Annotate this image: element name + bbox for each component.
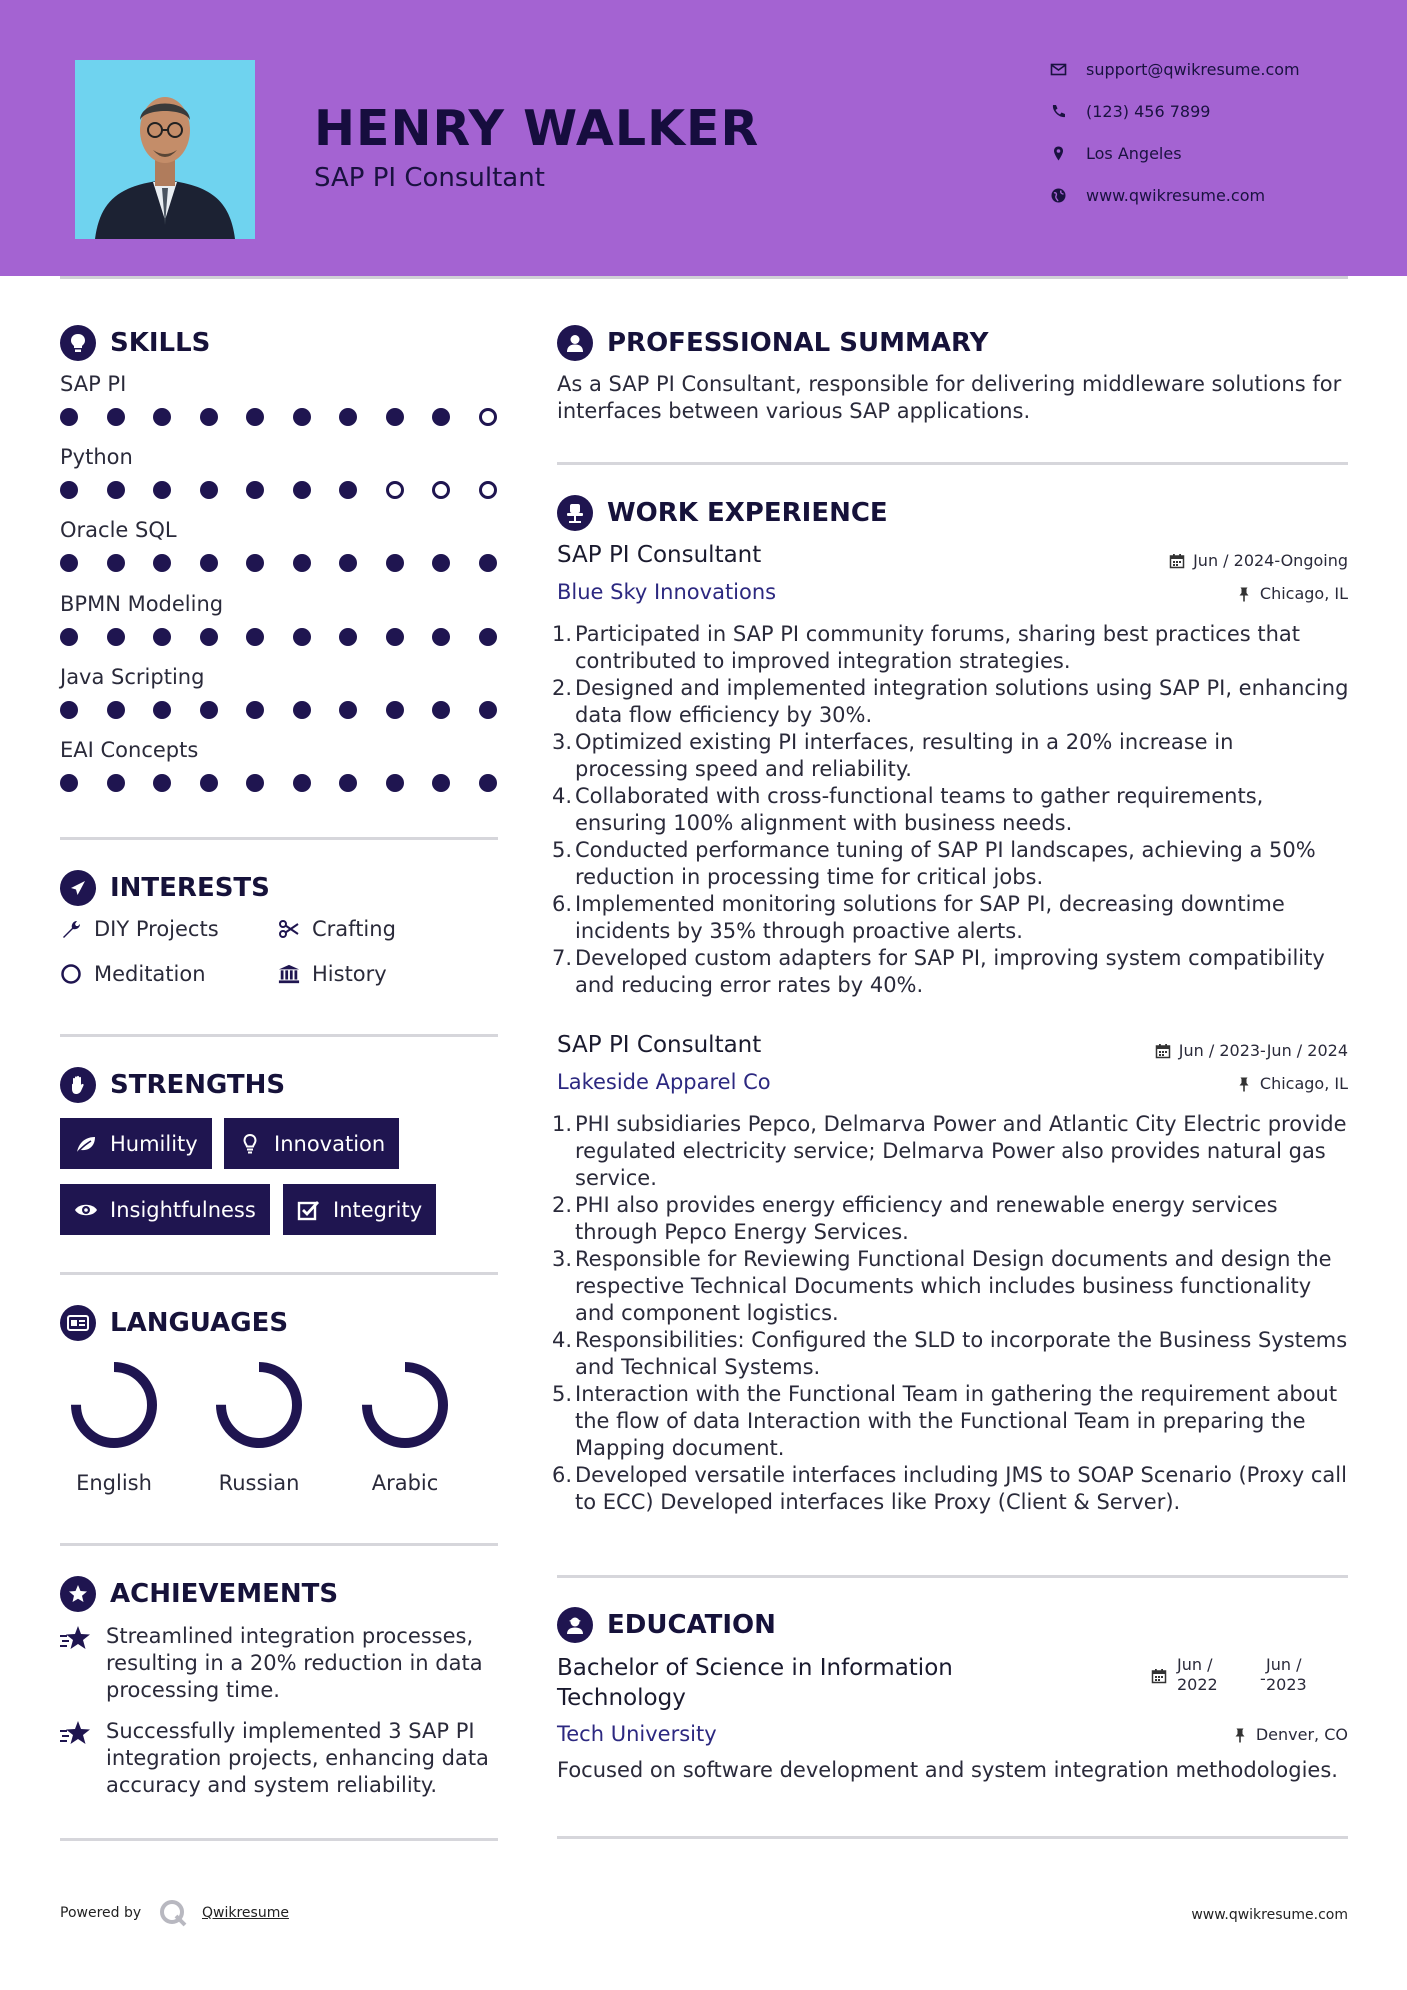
rating-dot-filled: [293, 701, 311, 719]
rating-dot-filled: [339, 628, 357, 646]
languages-heading-text: LANGUAGES: [110, 1308, 289, 1338]
rating-dot-filled: [246, 701, 264, 719]
hand-icon: [60, 1067, 96, 1103]
strength-chip: [283, 1184, 436, 1235]
pushpin-icon: [1236, 586, 1252, 602]
header-divider: [60, 276, 1348, 279]
strength-label: Innovation: [274, 1131, 386, 1156]
bullet-number: 4.: [552, 1328, 573, 1352]
job-bullet: [552, 1111, 1352, 1192]
language-name: Russian: [218, 1471, 300, 1495]
rating-dot-filled: [200, 701, 218, 719]
wrench-icon: [60, 918, 82, 940]
rating-dot-filled: [386, 774, 404, 792]
footer-brand-link[interactable]: Qwikresume: [202, 1905, 289, 1921]
bullet-text: Interaction with the Functional Team in gathering the requirement about the flow of data Interaction with the Functional Team in preparing the Mapping document.: [575, 1382, 1338, 1460]
rating-dot-filled: [432, 774, 450, 792]
contact-email-text: support@qwikresume.com: [1086, 60, 1300, 79]
strength-chip: [60, 1184, 270, 1235]
bullet-number: 1.: [552, 622, 573, 646]
achievement-text: Successfully implemented 3 SAP PI integration projects, enhancing data accuracy and system reliability.: [106, 1719, 489, 1797]
rating-dot-filled: [200, 628, 218, 646]
rating-dot-filled: [339, 701, 357, 719]
bullet-number: 5.: [552, 838, 573, 862]
resume-header: [0, 0, 1407, 276]
education-heading-text: EDUCATION: [607, 1610, 776, 1640]
rating-dot-filled: [432, 408, 450, 426]
graduate-icon: [557, 1607, 593, 1643]
job-bullet: [552, 783, 1352, 837]
job-bullet: [552, 1462, 1352, 1516]
education-divider: [557, 1836, 1348, 1839]
interest-item: [60, 917, 219, 941]
bullet-number: 6.: [552, 892, 573, 916]
rating-dot-filled: [479, 774, 497, 792]
rating-dot-filled: [107, 774, 125, 792]
pushpin-icon: [1236, 1076, 1252, 1092]
qwikresume-logo-icon: [158, 1898, 188, 1928]
bullet-text: Conducted performance tuning of SAP PI landscapes, achieving a 50% reduction in processing time for critical jobs.: [575, 838, 1316, 889]
contact-phone-text: (123) 456 7899: [1086, 102, 1211, 121]
contact-phone[interactable]: [1050, 102, 1390, 121]
education-heading: [557, 1607, 776, 1643]
rating-dot-filled: [432, 701, 450, 719]
skill-rating: [60, 701, 498, 721]
job-bullets: [552, 621, 1352, 999]
contact-website-text: www.qwikresume.com: [1086, 186, 1266, 205]
job-date-text: Jun / 2024-Ongoing: [1193, 551, 1348, 570]
skill-rating: [60, 408, 498, 428]
interest-item: [278, 962, 387, 986]
achievements-divider: [60, 1838, 498, 1841]
skills-heading-text: SKILLS: [110, 328, 211, 358]
candidate-title: SAP PI Consultant: [314, 163, 545, 193]
achievements-heading-text: ACHIEVEMENTS: [110, 1579, 339, 1609]
job-bullet: [552, 621, 1352, 675]
job-bullet: [552, 1327, 1352, 1381]
languages-heading: [60, 1305, 288, 1341]
job-company: Lakeside Apparel Co: [557, 1070, 771, 1094]
rating-dot-filled: [246, 774, 264, 792]
rating-dot-filled: [107, 554, 125, 572]
skill-name: Oracle SQL: [60, 518, 177, 543]
language-ring: [213, 1359, 305, 1455]
interests-heading: [60, 870, 270, 906]
rating-dot-filled: [246, 481, 264, 499]
rating-dot-filled: [339, 408, 357, 426]
rating-dot-filled: [386, 554, 404, 572]
bullet-text: Implemented monitoring solutions for SAP PI, decreasing downtime incidents by 35% through proactive alerts.: [575, 892, 1285, 943]
job-location: [1236, 1074, 1348, 1093]
job-date-text: Jun / 2023-Jun / 2024: [1178, 1041, 1348, 1060]
job-title: SAP PI Consultant: [557, 1032, 762, 1058]
rating-dot-empty: [479, 408, 497, 426]
rating-dot-filled: [153, 701, 171, 719]
calendar-icon: [1155, 1043, 1171, 1059]
job-bullet: [552, 945, 1352, 999]
summary-heading: [557, 325, 988, 361]
rating-dot-filled: [293, 481, 311, 499]
skill-rating: [60, 628, 498, 648]
bullet-text: Developed versatile interfaces including JMS to SOAP Scenario (Proxy call to ECC) Developed interfaces like Proxy (Client & Server).: [575, 1463, 1347, 1514]
rating-dot-filled: [432, 628, 450, 646]
contact-location-text: Los Angeles: [1086, 144, 1182, 163]
paper-plane-icon: [60, 870, 96, 906]
bullet-number: 4.: [552, 784, 573, 808]
job-title: SAP PI Consultant: [557, 542, 762, 568]
education-end-date: [1266, 1655, 1307, 1695]
skill-rating: [60, 481, 498, 501]
strength-label: Integrity: [333, 1197, 423, 1222]
bullet-text: Responsible for Reviewing Functional Design documents and design the respective Technical Documents which includes business functionality and component logistics.: [575, 1247, 1332, 1325]
summary-divider: [557, 462, 1348, 465]
strength-label: Humility: [110, 1131, 198, 1156]
rating-dot-filled: [107, 481, 125, 499]
rating-dot-empty: [432, 481, 450, 499]
strengths-divider: [60, 1272, 498, 1275]
education-end-month: Jun /: [1266, 1655, 1302, 1674]
education-date-dash: -: [1260, 1669, 1266, 1688]
interest-label: Meditation: [94, 962, 206, 986]
bullet-number: 3.: [552, 730, 573, 754]
office-chair-icon: [557, 495, 593, 531]
skill-name: SAP PI: [60, 372, 127, 396]
rating-dot-filled: [479, 554, 497, 572]
skill-name: Python: [60, 445, 133, 470]
rating-dot-filled: [60, 628, 78, 646]
skill-name: BPMN Modeling: [60, 591, 224, 616]
job-bullet: [552, 837, 1352, 891]
education-start-date: [1177, 1655, 1218, 1695]
strengths-heading-text: STRENGTHS: [110, 1070, 286, 1100]
scissors-icon: [278, 918, 300, 940]
job-location-text: Chicago, IL: [1259, 584, 1348, 603]
language-name: English: [76, 1471, 152, 1495]
achievement-item: [60, 1623, 500, 1704]
strengths-heading: [60, 1067, 285, 1103]
rating-dot-empty: [386, 481, 404, 499]
bullet-number: 2.: [552, 676, 573, 700]
language-ring: [359, 1359, 451, 1455]
education-start-month: Jun /: [1177, 1655, 1213, 1674]
skill-name: EAI Concepts: [60, 738, 199, 762]
contact-email[interactable]: [1050, 60, 1390, 79]
interest-label: History: [312, 962, 387, 986]
language-name: Arabic: [371, 1471, 439, 1495]
strength-label: Insightfulness: [110, 1197, 256, 1222]
education-location: [1232, 1725, 1348, 1744]
skills-heading: [60, 325, 210, 361]
rating-dot-filled: [246, 628, 264, 646]
rating-dot-filled: [60, 481, 78, 499]
rating-dot-filled: [246, 408, 264, 426]
rating-dot-filled: [107, 701, 125, 719]
interest-item: [278, 917, 396, 941]
checkbox-icon: [297, 1199, 321, 1221]
rating-dot-filled: [153, 554, 171, 572]
education-description: Focused on software development and system integration methodologies.: [557, 1758, 1338, 1782]
pushpin-icon: [1232, 1727, 1248, 1743]
strength-chip: [60, 1118, 212, 1169]
lightbulb-icon: [60, 325, 96, 361]
rating-dot-filled: [293, 408, 311, 426]
job-location-text: Chicago, IL: [1259, 1074, 1348, 1093]
envelope-icon: [1050, 61, 1067, 78]
bullet-number: 6.: [552, 1463, 573, 1487]
skills-divider: [60, 837, 498, 840]
rating-dot-filled: [246, 554, 264, 572]
skill-rating: [60, 774, 498, 794]
achievement-text: Streamlined integration processes, resulting in a 20% reduction in data processing time.: [106, 1624, 483, 1702]
rating-dot-filled: [200, 481, 218, 499]
job-location: [1236, 584, 1348, 603]
contact-website[interactable]: [1050, 186, 1390, 205]
job-bullet: [552, 1192, 1352, 1246]
bullet-number: 2.: [552, 1193, 573, 1217]
bullet-number: 7.: [552, 946, 573, 970]
bullet-text: Designed and implemented integration solutions using SAP PI, enhancing data flow efficiency by 30%.: [575, 676, 1349, 727]
education-location-text: Denver, CO: [1255, 1725, 1348, 1744]
experience-divider: [557, 1575, 1348, 1578]
phone-icon: [1050, 103, 1067, 120]
education-end-year: 2023: [1266, 1675, 1307, 1694]
rating-dot-filled: [60, 408, 78, 426]
experience-heading: [557, 495, 888, 531]
interest-item: [60, 962, 206, 986]
job-bullet: [552, 675, 1352, 729]
bullet-text: PHI also provides energy efficiency and renewable energy services through Pepco Energy Services.: [575, 1193, 1278, 1244]
footer-website-link[interactable]: www.qwikresume.com: [1191, 1907, 1348, 1923]
id-card-icon: [60, 1305, 96, 1341]
rating-dot-filled: [339, 554, 357, 572]
museum-icon: [278, 963, 300, 985]
bullet-text: Collaborated with cross-functional teams to gather requirements, ensuring 100% alignment with business needs.: [575, 784, 1264, 835]
rating-dot-filled: [479, 701, 497, 719]
job-bullet: [552, 1381, 1352, 1462]
rating-dot-filled: [339, 481, 357, 499]
star-badge-icon: [60, 1576, 96, 1612]
bullet-number: 1.: [552, 1112, 573, 1136]
rating-dot-filled: [200, 774, 218, 792]
star-icon: [60, 1718, 92, 1748]
rating-dot-filled: [60, 554, 78, 572]
skill-rating: [60, 554, 498, 574]
job-company: Blue Sky Innovations: [557, 580, 777, 604]
job-bullet: [552, 891, 1352, 945]
interest-label: DIY Projects: [94, 917, 219, 941]
summary-text: As a SAP PI Consultant, responsible for delivering middleware solutions for interfaces between various SAP applications.: [557, 372, 1342, 423]
achievements-heading: [60, 1576, 338, 1612]
job-bullets: [552, 1111, 1352, 1516]
bullet-number: 3.: [552, 1247, 573, 1271]
calendar-icon: [1169, 553, 1185, 569]
rating-dot-filled: [200, 554, 218, 572]
rating-dot-empty: [479, 481, 497, 499]
education-degree: Bachelor of Science in Information Technology: [557, 1655, 953, 1711]
bullet-number: 5.: [552, 1382, 573, 1406]
education-school: Tech University: [557, 1722, 717, 1746]
profile-photo: [75, 60, 255, 239]
rating-dot-filled: [153, 628, 171, 646]
interest-label: Crafting: [312, 917, 396, 941]
footer-powered-by: Powered by: [60, 1905, 142, 1921]
achievement-item: [60, 1718, 500, 1799]
rating-dot-filled: [107, 628, 125, 646]
education-start-year: 2022: [1177, 1675, 1218, 1694]
rating-dot-filled: [60, 701, 78, 719]
skill-name: Java Scripting: [60, 664, 205, 689]
lightbulb-icon: [238, 1133, 262, 1155]
summary-heading-text: PROFESSIONAL SUMMARY: [607, 328, 989, 358]
bullet-text: Developed custom adapters for SAP PI, improving system compatibility and reducing error rates by 40%.: [575, 946, 1325, 997]
map-pin-icon: [1050, 145, 1067, 162]
language-ring: [68, 1359, 160, 1455]
rating-dot-filled: [386, 701, 404, 719]
bullet-text: Optimized existing PI interfaces, resulting in a 20% increase in processing speed and reliability.: [575, 730, 1234, 781]
bullet-text: Responsibilities: Configured the SLD to incorporate the Business Systems and Technical Systems.: [575, 1328, 1348, 1379]
strength-chip: [224, 1118, 399, 1169]
contact-location: [1050, 144, 1390, 163]
job-bullet: [552, 729, 1352, 783]
rating-dot-filled: [60, 774, 78, 792]
job-date: [1169, 551, 1348, 570]
rating-dot-filled: [293, 628, 311, 646]
rating-dot-filled: [479, 628, 497, 646]
rating-dot-filled: [293, 554, 311, 572]
calendar-icon: [1151, 1668, 1167, 1684]
eye-icon: [74, 1199, 98, 1221]
rating-dot-filled: [386, 628, 404, 646]
languages-divider: [60, 1543, 498, 1546]
interests-divider: [60, 1034, 498, 1037]
star-icon: [60, 1623, 92, 1653]
circle-icon: [60, 963, 82, 985]
leaf-icon: [74, 1133, 98, 1155]
experience-heading-text: WORK EXPERIENCE: [607, 498, 888, 528]
bullet-text: Participated in SAP PI community forums, sharing best practices that contributed to improved integration strategies.: [575, 622, 1301, 673]
job-bullet: [552, 1246, 1352, 1327]
job-date: [1155, 1041, 1348, 1060]
rating-dot-filled: [293, 774, 311, 792]
rating-dot-filled: [107, 408, 125, 426]
rating-dot-filled: [386, 408, 404, 426]
rating-dot-filled: [153, 774, 171, 792]
rating-dot-filled: [200, 408, 218, 426]
interests-heading-text: INTERESTS: [110, 873, 270, 903]
rating-dot-filled: [153, 408, 171, 426]
bullet-text: PHI subsidiaries Pepco, Delmarva Power and Atlantic City Electric provide regulated electricity service; Delmarva Power also provides natural gas service.: [575, 1112, 1347, 1190]
rating-dot-filled: [153, 481, 171, 499]
globe-icon: [1050, 187, 1067, 204]
candidate-name: HENRY WALKER: [314, 100, 760, 157]
user-icon: [557, 325, 593, 361]
rating-dot-filled: [339, 774, 357, 792]
rating-dot-filled: [432, 554, 450, 572]
